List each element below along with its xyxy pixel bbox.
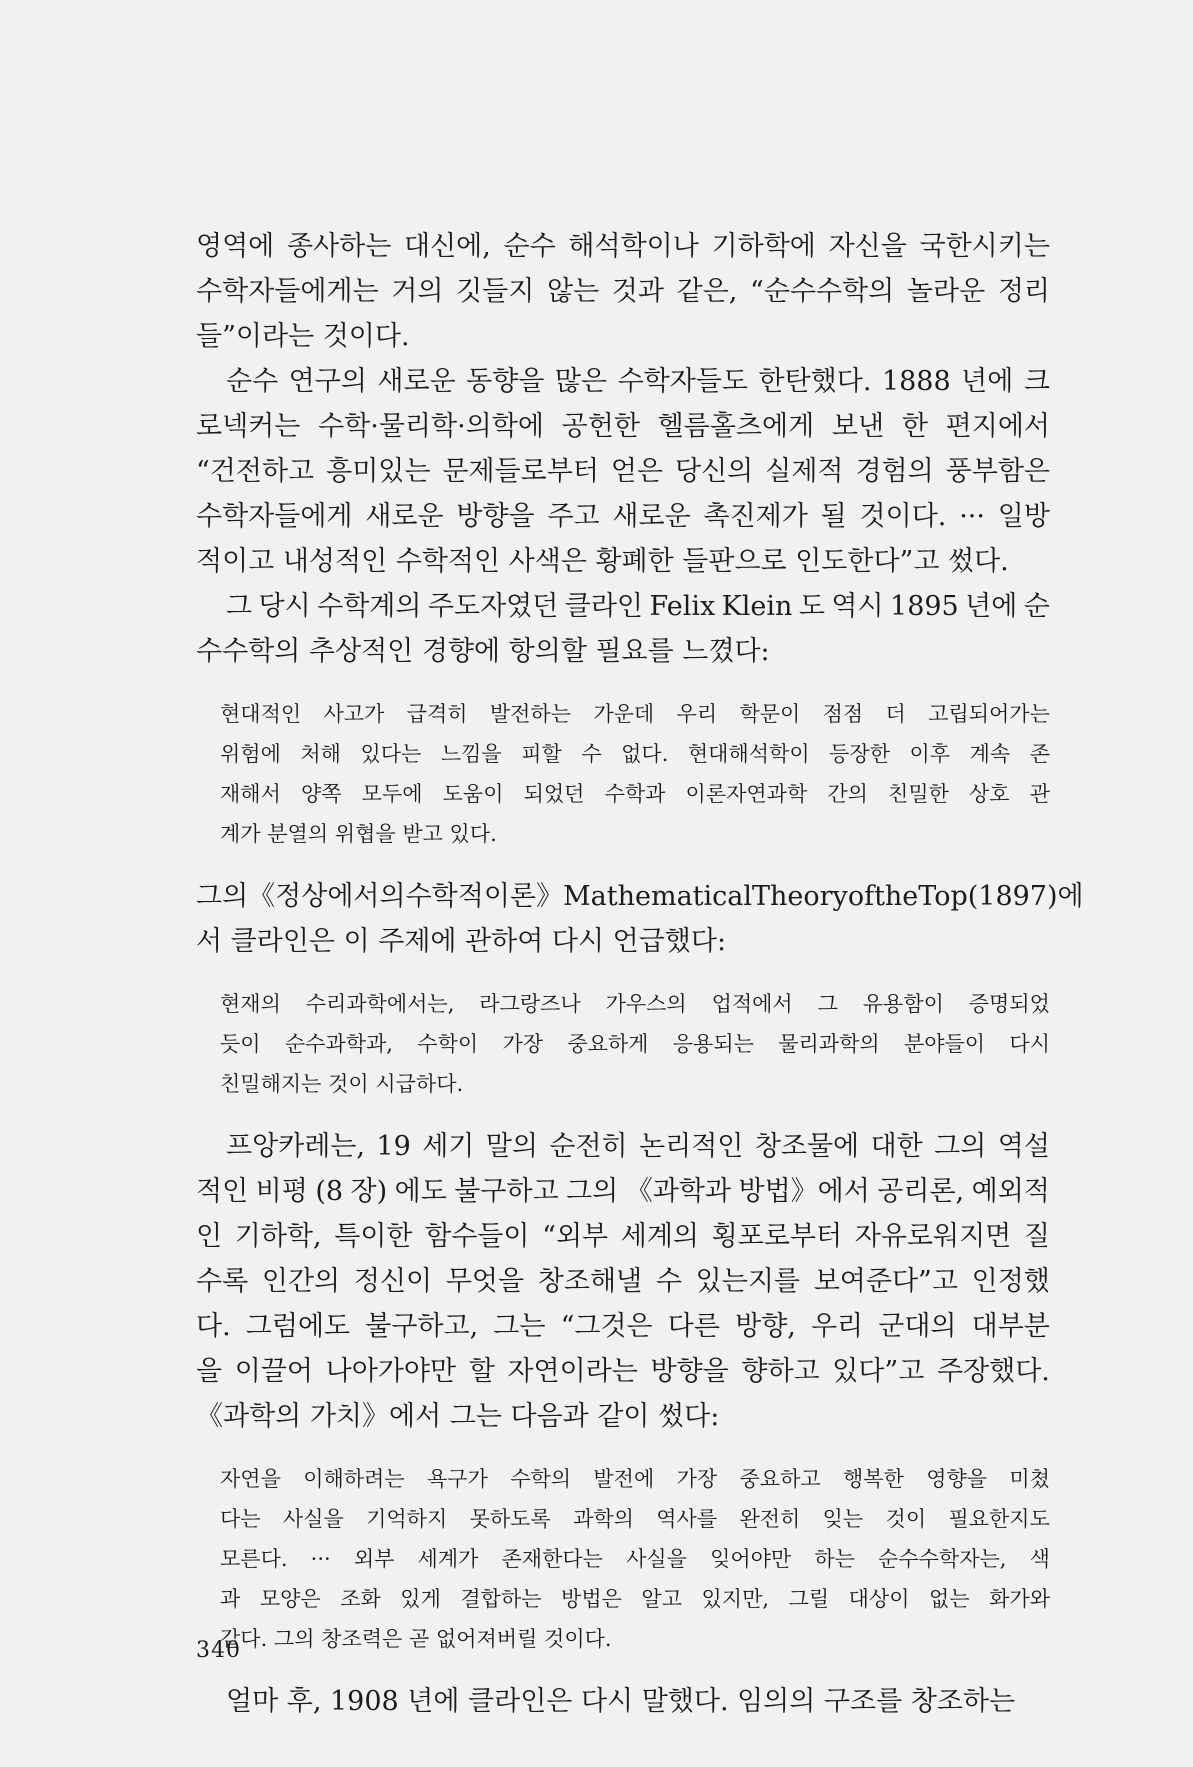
word: 영향을 bbox=[926, 1467, 988, 1491]
word: 그 bbox=[817, 992, 838, 1016]
text-line bbox=[196, 1124, 1050, 1169]
word: 방법》에서 bbox=[738, 1176, 870, 1207]
word: 년에 bbox=[961, 366, 1014, 397]
word: 국한시키는 bbox=[919, 231, 1050, 262]
text-line: 들”이라는 것이다. bbox=[196, 321, 410, 352]
word: 새로운 bbox=[377, 366, 456, 397]
word: 있다”고 bbox=[832, 1356, 925, 1387]
text-line bbox=[196, 269, 1050, 314]
word: 점점 bbox=[822, 702, 864, 726]
text-line bbox=[196, 359, 1050, 404]
word: 못하도록 bbox=[469, 1507, 551, 1531]
word: 사실을 bbox=[626, 1547, 687, 1571]
word: 수학이 bbox=[417, 1032, 479, 1056]
word: 현재의 bbox=[220, 992, 281, 1016]
word: ··· bbox=[959, 501, 985, 532]
word: 이해하려는 bbox=[303, 1467, 405, 1491]
word: 도움이 bbox=[442, 782, 504, 806]
word: 촉진제가 bbox=[703, 501, 808, 532]
word: 세기 bbox=[422, 1131, 475, 1162]
paragraph bbox=[196, 584, 1050, 674]
word: of bbox=[847, 881, 875, 912]
word: 물리과학의 bbox=[778, 1032, 880, 1056]
word: 해석학이나 bbox=[568, 231, 699, 262]
word: 위험에 bbox=[220, 742, 281, 766]
word: 다른 bbox=[667, 1311, 720, 1342]
word: 유용함이 bbox=[862, 992, 944, 1016]
word: 다. bbox=[196, 1311, 231, 1342]
word: “그것은 bbox=[560, 1311, 653, 1342]
paragraph bbox=[196, 359, 1050, 584]
word: 기하학에 bbox=[711, 231, 816, 262]
word: 특이한 bbox=[334, 1221, 413, 1252]
text-line: 서 클라인은 이 주제에 관하여 다시 언급했다: bbox=[196, 926, 727, 957]
word: 무엇을 bbox=[445, 1266, 525, 1297]
word: 이후 bbox=[909, 742, 951, 766]
word: 논리적인 bbox=[639, 1131, 744, 1162]
word: 비평 bbox=[255, 1176, 308, 1207]
word: 필요한지도 bbox=[948, 1507, 1050, 1531]
word: 향하고 bbox=[741, 1356, 820, 1387]
word: 현대해석학이 bbox=[687, 742, 810, 766]
word: 색 bbox=[1029, 1547, 1050, 1571]
text-line bbox=[196, 584, 1050, 629]
quote-line bbox=[220, 1579, 1050, 1619]
word: 도 bbox=[798, 591, 825, 622]
word: 대상이 bbox=[848, 1587, 910, 1611]
word: 불구하고 bbox=[454, 1176, 559, 1207]
word: 느낌을 bbox=[440, 742, 502, 766]
text-line bbox=[196, 1259, 1050, 1304]
text-line bbox=[196, 1304, 1050, 1349]
word: 우리 bbox=[676, 702, 718, 726]
word: 클라인 bbox=[564, 591, 644, 622]
word: 에도 bbox=[394, 1176, 447, 1207]
word: 사고가 bbox=[323, 702, 385, 726]
word: 과 bbox=[220, 1587, 241, 1611]
word: 알고 bbox=[641, 1587, 682, 1611]
word: 존 bbox=[1029, 742, 1050, 766]
word: “순수수학의 bbox=[750, 276, 895, 307]
word: 미쳤 bbox=[1009, 1467, 1050, 1491]
word: 역사를 bbox=[656, 1507, 718, 1531]
word: 많은 bbox=[554, 366, 608, 397]
word: 순수 bbox=[226, 366, 279, 397]
word: 이론》 bbox=[483, 881, 564, 912]
word: 창조해낼 bbox=[537, 1266, 643, 1297]
word: 순수수학자는, bbox=[878, 1547, 1007, 1571]
word: 있는지를 bbox=[695, 1266, 800, 1297]
word: 을 bbox=[196, 1356, 223, 1387]
word: Felix bbox=[649, 591, 716, 622]
quote-line: 친밀해지는 것이 시급하다. bbox=[220, 1072, 464, 1096]
word: 가장 bbox=[502, 1032, 544, 1056]
word: 보낸 bbox=[831, 411, 885, 442]
word: 주고 bbox=[547, 501, 600, 532]
word: 중요하게 bbox=[567, 1032, 649, 1056]
word: 놀라운 bbox=[906, 276, 986, 307]
word: 양쪽 bbox=[300, 782, 342, 806]
word: 그릴 bbox=[788, 1587, 830, 1611]
word: 수학자들에게 bbox=[196, 501, 353, 532]
text-line: 얼마 후, 1908 년에 클라인은 다시 말했다. 임의의 구조를 창조하는 bbox=[226, 1686, 1016, 1717]
word: 종사하는 bbox=[286, 231, 392, 262]
word: 대신에, bbox=[403, 231, 491, 262]
text-line bbox=[196, 1169, 1050, 1214]
word: 수학적 bbox=[405, 881, 484, 912]
word: 세계의 bbox=[620, 1221, 700, 1252]
quote-line: 같다. 그의 창조력은 곧 없어져버릴 것이다. bbox=[220, 1627, 612, 1651]
word: 순수 bbox=[503, 231, 556, 262]
word: 수학과 bbox=[604, 782, 666, 806]
word: 공리론, bbox=[877, 1176, 965, 1207]
word: 가우스의 bbox=[605, 992, 687, 1016]
word: 적인 bbox=[196, 1176, 249, 1207]
word: 이끌어 bbox=[234, 1356, 313, 1387]
text-line bbox=[196, 224, 1050, 269]
word: 《과학과 bbox=[625, 1176, 731, 1207]
text-line bbox=[196, 1214, 1050, 1259]
word: 다시 bbox=[1009, 1032, 1050, 1056]
quote-line bbox=[220, 774, 1050, 814]
word: 《정상에서의 bbox=[248, 881, 406, 912]
word: 같은, bbox=[676, 276, 738, 307]
word: 실제적 bbox=[765, 456, 844, 487]
word: 불구하고, bbox=[365, 1311, 479, 1342]
word: 한 bbox=[901, 411, 928, 442]
word: 한탄했다. bbox=[758, 366, 872, 397]
word: 않는 bbox=[546, 276, 600, 307]
quote-line bbox=[220, 694, 1050, 734]
word: 모양은 bbox=[259, 1587, 321, 1611]
quote-line bbox=[220, 734, 1050, 774]
word: 자연이라는 bbox=[507, 1356, 638, 1387]
word: 학문이 bbox=[739, 702, 801, 726]
word: 횡포로부터 bbox=[711, 1221, 843, 1252]
word: 있지만, bbox=[701, 1587, 770, 1611]
word: 나아가야만 bbox=[325, 1356, 457, 1387]
word: 완전히 bbox=[739, 1507, 801, 1531]
word: 그의 bbox=[196, 881, 249, 912]
word: 더 bbox=[885, 702, 906, 726]
word: 순수과학과, bbox=[284, 1032, 393, 1056]
word: 수학의 bbox=[510, 1467, 572, 1491]
word: 일방 bbox=[997, 501, 1050, 532]
word: 중요하고 bbox=[739, 1467, 821, 1491]
word: 헬름홀츠에게 bbox=[657, 411, 815, 442]
word: 새로운 bbox=[365, 501, 444, 532]
word: 잊는 bbox=[822, 1507, 864, 1531]
text-line: 수수학의 추상적인 경향에 항의할 필요를 느꼈다: bbox=[196, 636, 770, 667]
word: 그는 bbox=[493, 1311, 546, 1342]
word: 기억하지 bbox=[366, 1507, 448, 1531]
word: 말의 bbox=[485, 1131, 538, 1162]
paragraph bbox=[196, 224, 1050, 359]
quote-line bbox=[220, 1024, 1050, 1064]
word: 경험의 bbox=[855, 456, 934, 487]
word: 인 bbox=[196, 1221, 223, 1252]
word: 수학계의 bbox=[317, 591, 422, 622]
word: 장) bbox=[350, 1176, 388, 1207]
word: 자연을 bbox=[220, 1467, 281, 1491]
word: 풍부함은 bbox=[945, 456, 1050, 487]
text-line: 적이고 내성적인 수학적인 사색은 황폐한 들판으로 인도한다”고 썼다. bbox=[196, 546, 1009, 577]
word: 우리 bbox=[810, 1311, 864, 1342]
word: 조화 bbox=[340, 1587, 381, 1611]
word: 수리과학에서는, bbox=[305, 992, 455, 1016]
word: (8 bbox=[315, 1176, 344, 1207]
word: 응용되는 bbox=[672, 1032, 754, 1056]
word: 얻은 bbox=[610, 456, 664, 487]
word: 세계가 bbox=[417, 1547, 479, 1571]
word: 깃들지 bbox=[456, 276, 535, 307]
word: 대한 bbox=[870, 1131, 923, 1162]
word: 없는 bbox=[929, 1587, 970, 1611]
word: 수 bbox=[581, 742, 602, 766]
word: 것이다. bbox=[859, 501, 947, 532]
quote-line bbox=[220, 1539, 1050, 1579]
word: 그럼에도 bbox=[245, 1311, 351, 1342]
word: 방법은 bbox=[561, 1587, 622, 1611]
word: 보여준다”고 bbox=[813, 1266, 958, 1297]
word: 인간의 bbox=[261, 1266, 341, 1297]
word: 친밀한 bbox=[888, 782, 949, 806]
word: 년에 bbox=[965, 591, 1018, 622]
word: 방향, bbox=[735, 1311, 796, 1342]
word: 등장한 bbox=[829, 742, 890, 766]
word: 프앙카레는, bbox=[226, 1131, 365, 1162]
word: 존재한다는 bbox=[501, 1547, 603, 1571]
quote-line bbox=[220, 1459, 1050, 1499]
word: 외부 bbox=[353, 1547, 395, 1571]
word: 새로운 bbox=[612, 501, 691, 532]
word: (1897) bbox=[967, 881, 1058, 912]
word: 화가와 bbox=[989, 1587, 1050, 1611]
word: 함수들이 bbox=[425, 1221, 530, 1252]
word: 그의 bbox=[934, 1131, 987, 1162]
word: 동향을 bbox=[466, 366, 545, 397]
word: 처해 bbox=[300, 742, 341, 766]
quote-line bbox=[220, 984, 1050, 1024]
word: 크 bbox=[1023, 366, 1050, 397]
text-line bbox=[196, 449, 1050, 494]
word: 군대의 bbox=[878, 1311, 957, 1342]
block-quote bbox=[196, 694, 1050, 854]
word: 가장 bbox=[676, 1467, 718, 1491]
word: 주도자였던 bbox=[427, 591, 559, 622]
word: 욕구가 bbox=[426, 1467, 488, 1491]
word: 방향을 bbox=[650, 1356, 729, 1387]
word: 질 bbox=[1023, 1221, 1050, 1252]
text-line bbox=[196, 404, 1050, 449]
word: 순전히 bbox=[549, 1131, 628, 1162]
word: 간의 bbox=[827, 782, 868, 806]
word: 행복한 bbox=[843, 1467, 904, 1491]
word: 수학자들도 bbox=[617, 366, 749, 397]
word: 모른다. bbox=[220, 1547, 288, 1571]
body-text bbox=[196, 224, 1084, 1724]
word: 업적에서 bbox=[711, 992, 793, 1016]
word: 이론자연과학 bbox=[685, 782, 808, 806]
word: 흥미있는 bbox=[326, 456, 431, 487]
word: 할 bbox=[468, 1356, 495, 1387]
word: 예외적 bbox=[971, 1176, 1050, 1207]
word: 것과 bbox=[611, 276, 664, 307]
word: 인정했 bbox=[971, 1266, 1050, 1297]
word: 정신이 bbox=[353, 1266, 433, 1297]
word: Top bbox=[918, 881, 968, 912]
word: 발전에 bbox=[593, 1467, 655, 1491]
word: 거의 bbox=[391, 276, 444, 307]
word: 기하학, bbox=[234, 1221, 322, 1252]
page-number: 340 bbox=[196, 1638, 241, 1663]
word: 없다. bbox=[621, 742, 669, 766]
text-line bbox=[196, 1349, 1050, 1394]
paragraph bbox=[196, 1679, 1050, 1724]
word: 역시 bbox=[831, 591, 884, 622]
word: 현대적인 bbox=[220, 702, 302, 726]
text-line bbox=[196, 494, 1050, 539]
word: 되었던 bbox=[523, 782, 585, 806]
word: 연구의 bbox=[288, 366, 367, 397]
word: 문제들로부터 bbox=[442, 456, 599, 487]
word: 듯이 bbox=[220, 1032, 261, 1056]
word: 가운데 bbox=[593, 702, 655, 726]
word: the bbox=[874, 881, 919, 912]
word: 정리 bbox=[997, 276, 1050, 307]
word: 계속 bbox=[969, 742, 1011, 766]
word: 주장했다. bbox=[936, 1356, 1050, 1387]
word: 편지에서 bbox=[945, 411, 1050, 442]
word: 에 bbox=[1057, 881, 1084, 912]
paragraph bbox=[196, 874, 1084, 964]
word: 당신의 bbox=[675, 456, 754, 487]
word: ··· bbox=[310, 1547, 331, 1571]
word: 있게 bbox=[400, 1587, 441, 1611]
word: 그의 bbox=[566, 1176, 619, 1207]
word: 다는 bbox=[220, 1507, 261, 1531]
word: 발전하는 bbox=[489, 702, 572, 726]
text-line: 《과학의 가치》에서 그는 다음과 같이 썼다: bbox=[196, 1401, 720, 1432]
word: 수 bbox=[655, 1266, 682, 1297]
word: 당시 bbox=[258, 591, 311, 622]
word: 역설 bbox=[997, 1131, 1050, 1162]
word: 자유로워지면 bbox=[854, 1221, 1012, 1252]
block-quote bbox=[196, 984, 1050, 1104]
word: 결합하는 bbox=[460, 1587, 542, 1611]
word: 피할 bbox=[521, 742, 562, 766]
word: 과학의 bbox=[573, 1507, 634, 1531]
word: 19 bbox=[376, 1131, 411, 1162]
word: 증명되었 bbox=[968, 992, 1050, 1016]
word: “건전하고 bbox=[196, 456, 315, 487]
word: 영역에 bbox=[196, 231, 275, 262]
word: 것이 bbox=[885, 1507, 927, 1531]
word: 관 bbox=[1029, 782, 1050, 806]
word: 수록 bbox=[196, 1266, 249, 1297]
word: “외부 bbox=[542, 1221, 609, 1252]
word: 1895 bbox=[890, 591, 959, 622]
word: 있다는 bbox=[360, 742, 422, 766]
word: 라그랑즈나 bbox=[479, 992, 581, 1016]
word: 공헌한 bbox=[561, 411, 640, 442]
word: 재해서 bbox=[220, 782, 281, 806]
word: 될 bbox=[820, 501, 847, 532]
word: 1888 bbox=[881, 366, 951, 397]
word: 모두에 bbox=[361, 782, 423, 806]
text-line bbox=[196, 874, 1084, 919]
quote-line bbox=[220, 1499, 1050, 1539]
word: 순 bbox=[1023, 591, 1050, 622]
word: Theory bbox=[752, 881, 848, 912]
quote-line: 계가 분열의 위협을 받고 있다. bbox=[220, 822, 497, 846]
word: Klein bbox=[721, 591, 793, 622]
word: 자신을 bbox=[828, 231, 907, 262]
word: 그 bbox=[226, 591, 253, 622]
word: 상호 bbox=[969, 782, 1010, 806]
word: 하는 bbox=[814, 1547, 855, 1571]
word: 로넥커는 bbox=[196, 411, 301, 442]
block-quote bbox=[196, 1459, 1050, 1659]
word: 수학·물리학·의학에 bbox=[318, 411, 544, 442]
paragraph bbox=[196, 1124, 1050, 1439]
word: 창조물에 bbox=[754, 1131, 860, 1162]
word: 사실을 bbox=[282, 1507, 344, 1531]
word: 고립되어가는 bbox=[928, 702, 1050, 726]
word: 잊어야만 bbox=[710, 1547, 792, 1571]
word: Mathematical bbox=[563, 881, 753, 912]
word: 분야들이 bbox=[903, 1032, 986, 1056]
word: 급격히 bbox=[406, 702, 468, 726]
word: 수학자들에게는 bbox=[196, 276, 379, 307]
word: 대부분 bbox=[971, 1311, 1050, 1342]
word: 방향을 bbox=[456, 501, 535, 532]
